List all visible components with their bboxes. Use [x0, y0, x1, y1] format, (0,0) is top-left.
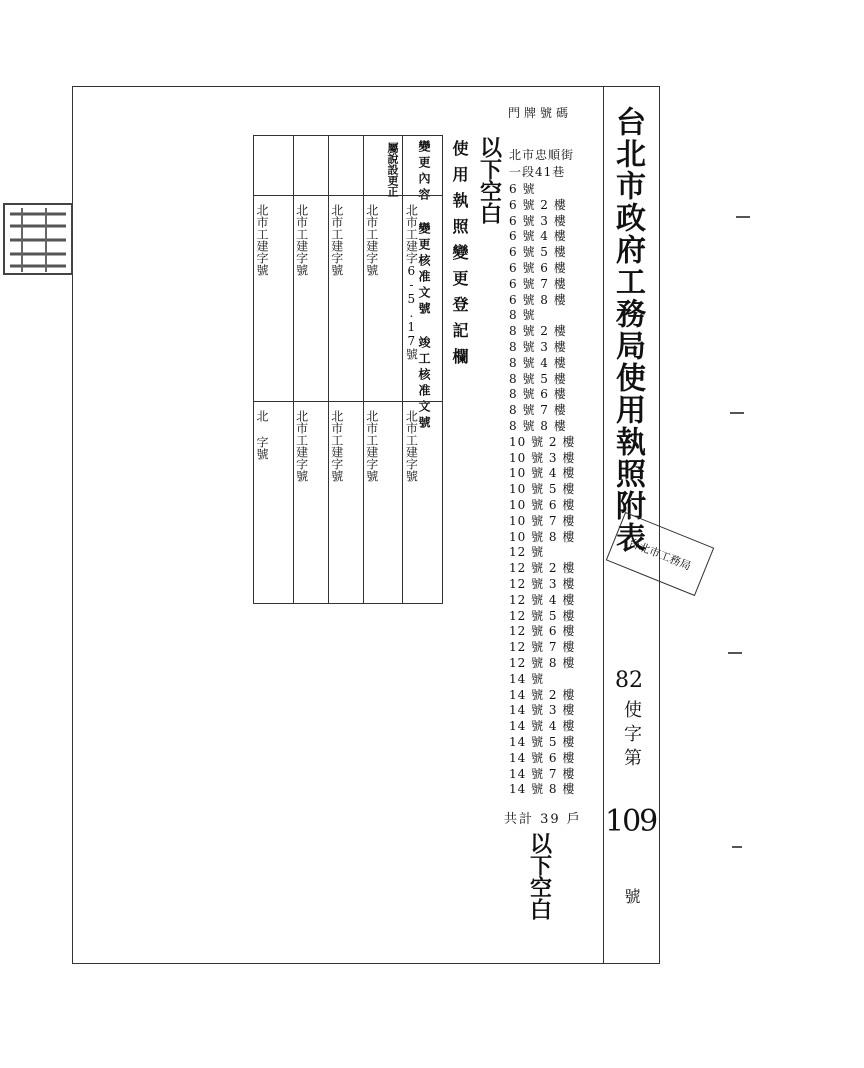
- change-approval-4: 北市工建字號: [294, 204, 309, 276]
- address-line: 14 號 7 樓: [509, 766, 576, 781]
- blank-marker-lower: 以下空白: [526, 832, 553, 920]
- blank-marker-upper: 以下空白: [476, 136, 503, 224]
- change-approval-3: 北市工建字號: [329, 204, 344, 276]
- address-line: 8 號 5 樓: [509, 371, 567, 386]
- change-approval-2: 北市工建字號: [364, 204, 379, 276]
- address-line: 12 號 7 樓: [509, 640, 576, 655]
- address-line: 10 號 4 樓: [509, 466, 576, 481]
- completion-approval-5: 北 字號: [255, 410, 269, 460]
- address-line: 14 號: [509, 671, 545, 686]
- address-line: 10 號 2 樓: [509, 434, 576, 449]
- address-line: 8 號 3 樓: [509, 340, 567, 354]
- address-line: 14 號 8 樓: [509, 782, 576, 797]
- change-approval-5: 北市工建字號: [255, 204, 269, 276]
- document-title: 台北市政府工務局使用執照附表: [610, 106, 645, 554]
- total-units: 共計 39 戶: [504, 812, 582, 827]
- permit-suffix: 號: [622, 888, 641, 904]
- address-line: 14 號 6 樓: [509, 750, 576, 765]
- address-line: 12 號 8 樓: [509, 656, 576, 670]
- address-line: 12 號 5 樓: [509, 608, 576, 623]
- completion-approval-2: 北市工建字號: [364, 410, 379, 482]
- street-name: 北市忠順街: [509, 148, 575, 162]
- scan-mark: [730, 412, 744, 414]
- address-line: 14 號 4 樓: [509, 719, 576, 734]
- address-line: 8 號 2 樓: [509, 324, 567, 339]
- address-line: 14 號 5 樓: [509, 735, 576, 749]
- address-line: 6 號 2 樓: [509, 197, 567, 212]
- address-line: 6 號: [509, 182, 536, 196]
- completion-approval-3: 北市工建字號: [329, 410, 344, 482]
- address-line: 6 號 7 樓: [509, 276, 567, 291]
- change-table-title: 使用執照變更登記欄: [450, 140, 469, 374]
- address-line: 6 號 8 樓: [509, 292, 567, 307]
- scan-mark: [728, 652, 742, 654]
- permit-year: 82: [615, 668, 643, 693]
- address-line: 8 號 6 樓: [509, 387, 567, 402]
- scan-mark: [736, 216, 750, 218]
- address-line: 12 號 3 樓: [509, 577, 576, 591]
- change-approval-1: 北市工建字6-5.17號: [404, 204, 419, 360]
- address-line: 8 號 4 樓: [509, 355, 567, 370]
- address-line: 12 號 4 樓: [509, 592, 576, 607]
- address-line: 10 號 8 樓: [509, 529, 576, 544]
- address-line: 6 號 6 樓: [509, 261, 567, 275]
- address-line: 6 號 5 樓: [509, 245, 567, 260]
- scan-mark: [732, 846, 742, 848]
- completion-approval-4: 北市工建字號: [294, 410, 309, 482]
- change-table-header: 變更內容 變更核准文號 竣工核准文號: [417, 140, 431, 432]
- change-content-1: 屬說設更正: [386, 142, 399, 197]
- address-line: 8 號: [509, 308, 536, 323]
- permit-series: 使字第: [621, 700, 642, 772]
- address-line: 14 號 3 樓: [509, 703, 576, 718]
- address-line: 8 號 8 樓: [509, 419, 567, 433]
- title-divider: [603, 86, 604, 964]
- address-line: 6 號 4 樓: [509, 229, 567, 244]
- office-stamp: 台北市工務局: [606, 512, 714, 596]
- address-header: 門牌號碼: [508, 106, 573, 120]
- address-line: 10 號 3 樓: [509, 450, 576, 465]
- completion-approval-1: 北市工建字號: [404, 410, 419, 482]
- address-line: 10 號 6 樓: [509, 498, 576, 512]
- address-line: 8 號 7 樓: [509, 403, 567, 418]
- address-line: 6 號 3 樓: [509, 213, 567, 228]
- lane-name: 一段41巷: [509, 165, 566, 179]
- address-line: 14 號 2 樓: [509, 687, 576, 702]
- scan-artifact-marks: [2, 200, 74, 278]
- address-line: 10 號 5 樓: [509, 482, 576, 497]
- permit-number: 109: [605, 804, 657, 839]
- address-line: 12 號: [509, 545, 545, 560]
- address-line: 10 號 7 樓: [509, 513, 576, 528]
- address-line: 12 號 2 樓: [509, 561, 576, 576]
- change-table: [253, 135, 443, 604]
- address-line: 12 號 6 樓: [509, 624, 576, 639]
